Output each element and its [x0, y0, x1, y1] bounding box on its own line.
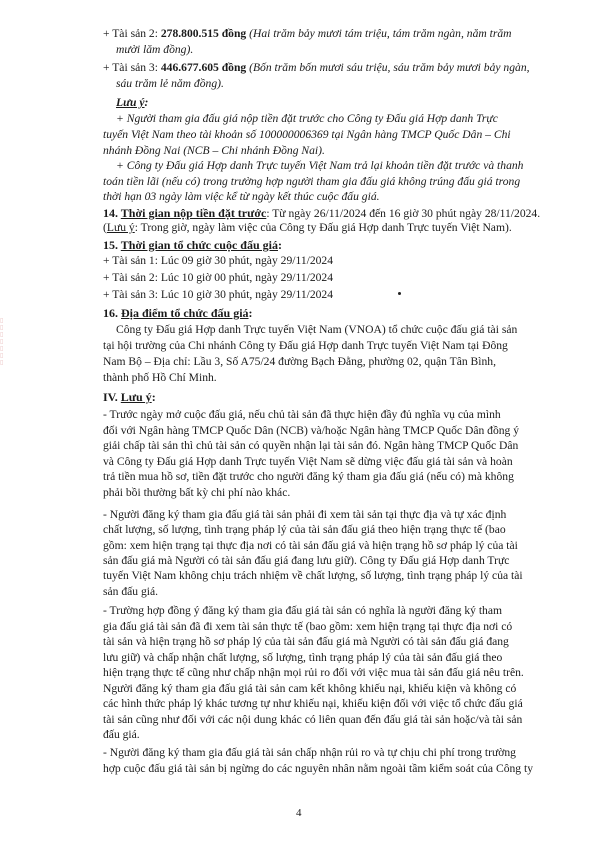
section15-title: Thời gian tổ chức cuộc đấu giá [120, 238, 278, 252]
section4-number: IV. [103, 390, 121, 404]
section4-line: giải chấp tài sản thì chủ tài sản có quyền nhận lại tài sản đó. Ngân hàng TMCP Quốc Dân [103, 439, 519, 452]
section4-colon: : [151, 390, 156, 404]
section16-heading [103, 306, 253, 321]
section4-line: trả tiền mua hồ sơ, tiền đặt trước cho người đăng ký tham gia đấu giá (nếu có) mà không [103, 470, 514, 483]
section4-line: - Trường hợp đồng ý đăng ký tham gia đấu giá tài sản có nghĩa là người đăng ký tham [103, 604, 503, 617]
section4-line: gia đấu giá tài sản đã đi xem tài sản thực tế (bao gồm: xem hiện trạng tại thực địa nơi có [103, 620, 513, 633]
section4-line: - Trước ngày mở cuộc đấu giá, nếu chủ tài sản đã thực hiện đầy đủ nghĩa vụ của mình [103, 408, 501, 421]
section15-heading [103, 238, 282, 253]
note1-line: tuyến Việt Nam theo tài khoản số 100000006369 tại Ngân hàng TMCP Quốc Dân – Chi [103, 128, 511, 141]
section14-number: 14. [103, 206, 121, 220]
asset3-prefix: + Tài sản 3: [103, 61, 161, 74]
note1-label-colon: : [144, 96, 149, 109]
section4-line: - Người đăng ký tham gia đấu giá tài sản phải đi xem tài sản tại thực địa và tự xác định [103, 508, 507, 521]
section4-line: và Công ty Đấu giá Hợp danh Trực tuyến Việt Nam sẽ dừng việc đấu giá tài sản và hoàn [103, 455, 513, 468]
section4-line: đối với Ngân hàng TMCP Quốc Dân (NCB) và/hoặc Ngân hàng TMCP Quốc Dân đồng ý [103, 424, 520, 437]
asset2-line2: mười lăm đồng). [116, 43, 194, 56]
page-number: 4 [296, 807, 302, 819]
stamp-mark: ▯ ▯ ▯ ▯ ▯ ▯ ▯ [0, 318, 4, 366]
section16-number: 16. [103, 306, 121, 320]
section4-line: tuyến Việt Nam không chịu trách nhiệm về chất lượng, số lượng, tình trạng pháp lý của tài [103, 569, 523, 582]
asset2-line1 [103, 27, 512, 41]
section15-number: 15. [103, 238, 121, 252]
note1-line: toán tiền lãi (nếu có) trong trường hợp người tham gia đấu giá không trúng đấu giá trong [103, 175, 521, 188]
note1-label-text: Lưu ý [116, 96, 145, 109]
section16-colon: : [248, 306, 253, 320]
section15-item: + Tài sản 3: Lúc 10 giờ 30 phút, ngày 29/11/2024 [103, 288, 334, 301]
note1-line: thời hạn 03 ngày làm việc kể từ ngày kết thúc cuộc đấu giá. [103, 190, 380, 203]
section4-line: hợp cuộc đấu giá tài sản bị ngừng do các nguyên nhân nằm ngoài tầm kiểm soát của Công ty [103, 762, 534, 775]
section16-line: tại hội trường của Chi nhánh Công ty Đấu giá Hợp danh Trực tuyến Việt Nam tại Đông [103, 339, 508, 352]
section14-note-label: Lưu ý [106, 221, 135, 234]
section4-line: tài sản và hiện trạng hồ sơ pháp lý của tài sản đấu giá mà Người có tài sản đấu giá đang [103, 635, 509, 648]
section16-line: Công ty Đấu giá Hợp danh Trực tuyến Việt Nam (VNOA) tổ chức cuộc đấu giá tài sản [116, 323, 518, 336]
section4-line: sản đấu giá. [103, 585, 159, 598]
section14-heading [103, 206, 540, 221]
section4-line: sản đấu giá mà Người có tài sản đấu giá đang lưu giữ). Công ty Đấu giá Hợp danh Trực [103, 554, 510, 567]
section16-title: Địa điểm tổ chức đấu giá [121, 306, 249, 320]
section15-item: + Tài sản 1: Lúc 09 giờ 30 phút, ngày 29/11/2024 [103, 254, 334, 267]
stray-dot [398, 292, 401, 295]
asset2-words: (Hai trăm bảy mươi tám triệu, tám trăm ngàn, năm trăm [246, 27, 512, 40]
asset3-line2: sáu trăm lẻ năm đồng). [116, 77, 224, 90]
section4-line: Người đăng ký tham gia đấu giá tài sản cam kết không khiếu nại, khiếu kiện và không có [103, 682, 517, 695]
asset2-amount: 278.800.515 đồng [160, 27, 247, 40]
section15-item: + Tài sản 2: Lúc 10 giờ 00 phút, ngày 29/11/2024 [103, 271, 334, 284]
section4-line: hiện trạng thực tế cũng như chấp nhận mọi rủi ro đối với việc mua tài sản đấu giá nêu trên. [103, 666, 524, 679]
asset2-prefix: + Tài sản 2: [103, 27, 161, 40]
section16-line: thành phố Hồ Chí Minh. [103, 371, 217, 384]
note1-line: nhánh Đồng Nai (NCB – Chi nhánh Đồng Nai). [103, 144, 325, 157]
section4-line: - Người đăng ký tham gia đấu giá tài sản chấp nhận rủi ro và tự chịu chi phí trong trường [103, 746, 516, 759]
section4-line: tài sản cũng như đối với các nội dung khác có liên quan đến đấu giá tài sản hoặc/và tài sản [103, 713, 523, 726]
note1-line: + Công ty Đấu giá Hợp danh Trực tuyến Việt Nam trả lại khoản tiền đặt trước và thanh [116, 159, 524, 172]
section4-line: các hình thức pháp lý khác tương tự như khiếu nại, khiếu kiện đối với việc tổ chức đấu giá [103, 697, 523, 710]
asset3-amount: 446.677.605 đồng [160, 61, 247, 74]
section15-colon: : [278, 238, 282, 252]
note1-line: + Người tham gia đấu giá nộp tiền đặt trước cho Công ty Đấu giá Hợp danh Trực [116, 112, 498, 125]
asset3-line1 [103, 61, 530, 75]
section4-line: gồm: xem hiện trạng tại thực địa nơi có tài sản đấu giá và hiện trạng hồ sơ pháp lý của tài [103, 539, 518, 552]
section16-line: Nam Bộ – Địa chỉ: Lầu 3, Số A75/24 đường Bạch Đằng, phường 02, quận Tân Bình, [103, 355, 496, 368]
section4-line: chất lượng, số lượng, tình trạng pháp lý của tài sản đấu giá theo hiện trạng thực tế (bao [103, 523, 506, 536]
section4-line: đấu giá. [103, 728, 140, 741]
section14-note: (Lưu ý: Trong giờ, ngày làm việc của Công ty Đấu giá Hợp danh Trực tuyến Việt Nam). [103, 221, 512, 234]
section4-line: lưu giữ) và chấp nhận chất lượng, số lượng, tình trạng pháp lý của tài sản đấu giá theo [103, 651, 503, 664]
section4-title: Lưu ý [120, 390, 152, 404]
section4-heading [103, 390, 156, 405]
asset3-words: (Bốn trăm bốn mươi sáu triệu, sáu trăm bảy mươi bảy ngàn, [246, 61, 530, 74]
section4-line: phải bồi thường bất kỳ chi phí nào khác. [103, 486, 291, 499]
section14-title: Thời gian nộp tiền đặt trước [120, 206, 267, 220]
section14-note-text: : Trong giờ, ngày làm việc của Công ty Đấu giá Hợp danh Trực tuyến Việt Nam). [134, 221, 512, 234]
note1-label [116, 96, 148, 110]
section14-text: : Từ ngày 26/11/2024 đến 16 giờ 30 phút ngày 28/11/2024. [266, 207, 541, 220]
